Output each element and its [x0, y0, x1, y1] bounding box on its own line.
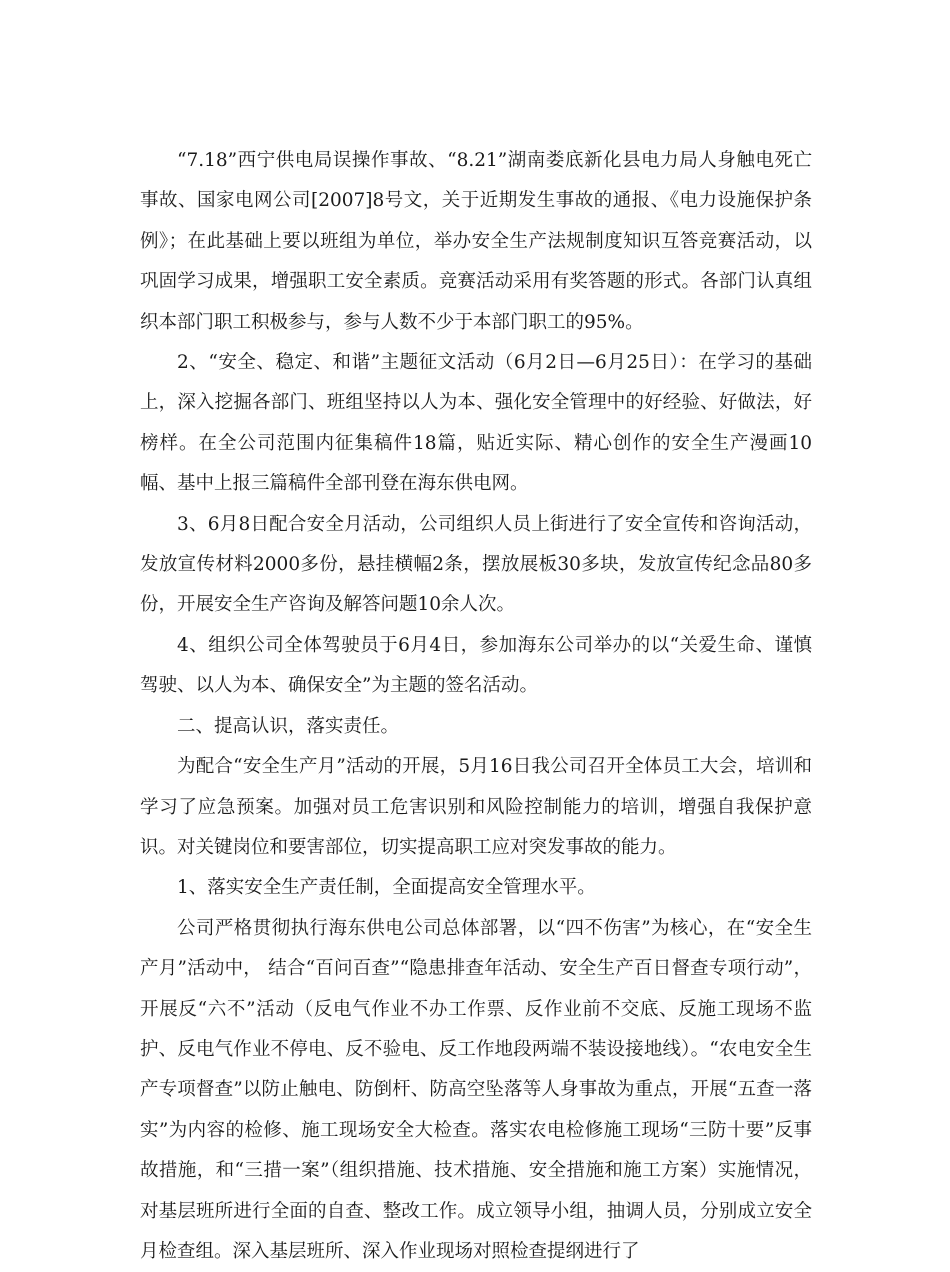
paragraph-8: 公司严格贯彻执行海东供电公司总体部署，以“四不伤害”为核心，在“安全生产月”活动中， 结合“百问百查”“隐患排查年活动、安全生产百日督查专项行动”，开展反“六不”活动（反电气作业不办工作票、反作业前不交底、反施工现场不监护、反电气作业不停电、反不验电、反工作地段两端不装设接地线）。“农电安全生产专项督查”以防止触电、防倒杆、防高空坠落等人身事故为重点，开展“五查一落实”为内容的检修、施工现场安全大检查。落实农电检修施工现场“三防十要”反事故措施，和“三措一案”（组织措施、技术措施、安全措施和施工方案）实施情况，对基层班所进行全面的自查、整改工作。成立领导小组，抽调人员，分别成立安全月检查组。深入基层班所、深入作业现场对照检查提纲进行了 [140, 917, 812, 1262]
document-body [140, 141, 812, 1272]
paragraph-1: “7.18”西宁供电局误操作事故、“8.21”湖南娄底新化县电力局人身触电死亡事故、国家电网公司[2007]8号文，关于近期发生事故的通报、《电力设施保护条例》；在此基础上要以班组为单位，举办安全生产法规制度知识互答竞赛活动，以巩固学习成果，增强职工安全素质。竞赛活动采用有奖答题的形式。各部门认真组织本部门职工积极参与，参与人数不少于本部门职工的95%。 [140, 150, 812, 333]
section-heading-2: 二、提高认识，落实责任。 [177, 715, 400, 737]
paragraph-2: 2、“安全、稳定、和谐”主题征文活动（6月2日—6月25日）：在学习的基础上，深入挖掘各部门、班组坚持以人为本、强化安全管理中的好经验、好做法，好榜样。在全公司范围内征集稿件18篇，贴近实际、精心创作的安全生产漫画10幅、基中上报三篇稿件全部刊登在海东供电网。 [140, 352, 812, 495]
paragraph-3: 3、6月8日配合安全月活动，公司组织人员上街进行了安全宣传和咨询活动，发放宣传材料2000多份，悬挂横幅2条，摆放展板30多块，发放宣传纪念品80多份，开展安全生产咨询及解答问题10余人次。 [140, 513, 812, 616]
paragraph-4: 4、组织公司全体驾驶员于6月4日，参加海东公司举办的以“关爱生命、谨慎驾驶、以人为本、确保安全”为主题的签名活动。 [140, 634, 812, 697]
subheading-1: 1、落实安全生产责任制，全面提高安全管理水平。 [177, 877, 596, 899]
paragraph-6: 为配合“安全生产月”活动的开展，5月16日我公司召开全体员工大会，培训和学习了应急预案。加强对员工危害识别和风险控制能力的培训，增强自我保护意识。对关键岗位和要害部位，切实提高职工应对突发事故的能力。 [140, 756, 812, 858]
